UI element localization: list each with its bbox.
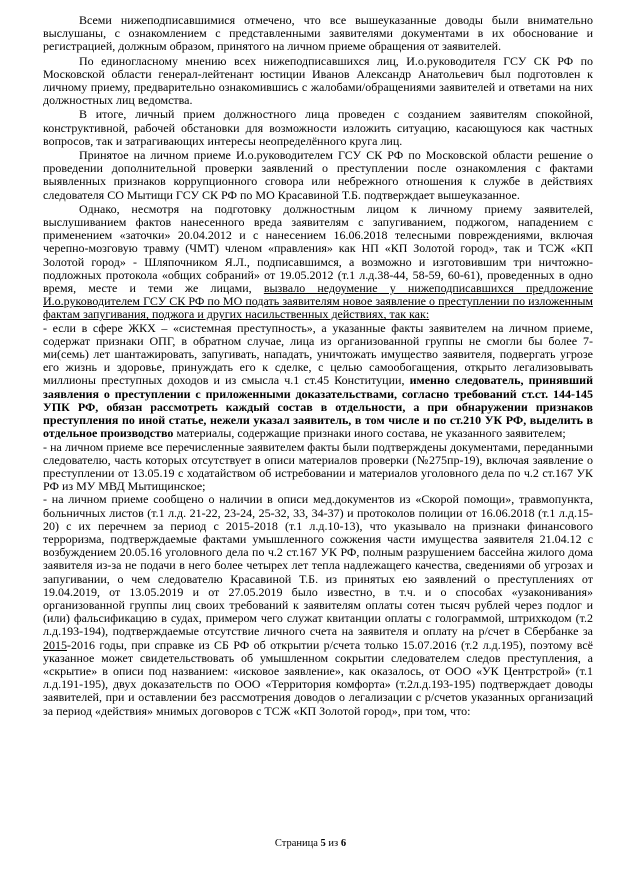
text-run: По единогласному мнению всех нижеподписавшихся лиц, И.о.руководителя ГСУ СК РФ по Московской области генерал-лейтенант юстиции Иванов Александр Анатольевич был подготовлен к личному приему, предварительно ознакомившись с жалобами/обращениями заявителей и ответами на них должностных лиц ведомства. xyxy=(43,53,593,108)
body-paragraph xyxy=(43,149,593,202)
body-paragraph xyxy=(43,108,593,148)
footer-total-pages: 6 xyxy=(340,838,347,849)
text-run: - если в сфере ЖКХ – «системная преступность», а указанные факты заявителем на личном приеме, содержат признаки ОПГ, в обратном случае, лица из организованной группы не смогли бы более 7-ми(семь) лет шантажировать, запугивать, нападать, уничтожать имущество заявителя, подвергать угрозе его жизнь и здоровье, принуждать его к сделке, с целью самообогащения, открыто легализовывать миллионы преступных доходов и из смысла ч.1 ст.45 Конституции, xyxy=(43,320,593,388)
text-run: -2016 годы, при справке из СБ РФ об открытии р/счета только 15.07.2016 (т.2 л.д.195), поэтому всё указанное может свидетельствовать об умышленном сокрытии следователем следов преступления, а «скрытие» в описи под названием: «исковое заявление», как оказалось, от ООО «УК Центрстрой» (т.1 л.д.191-195), двух доказательств по ООО «Территория комфорта» (т.2л.д.193-195) подтверждает доводы заявителей, при и оставлении без рассмотрения доводов о легализации с р/счетов указанных организаций за период «действия» мнимых договоров с ТСЖ «КП Золотой город», при том, что: xyxy=(43,637,593,718)
footer-page-number: 5 xyxy=(320,838,326,849)
document-body xyxy=(43,14,593,718)
text-run: Однако, несмотря на подготовку должностным лицом к личному приему заявителей, выслушиванием фактов нанесенного вреда заявителям с запугиванием, поджогом, нападением с применением «заточки» 20.04.2012 и с нанесением 16.06.2018 телесными повреждениями, включая черепно-мозговую травму (ЧМТ) членом «правления» как НП «КП Золотой город», так и ТСЖ «КП Золотой город» - Шляпочником Я.Л., подписавшимся, а возможно и изготовившим три ничтожно-подложных протокола «общих собраний» от 19.05.2012 (т.1 л.д.38-44, 58-59, 60-61), проведенных в одно время, месте и теми же лицами, xyxy=(43,201,593,296)
body-paragraph xyxy=(43,203,593,322)
text-run: именно следователь, принявший заявления о преступлении с приложенными доказательствами, согласно требований ст.ст. 144-145 УПК РФ, обязан рассмотреть каждый состав в отдельности, а при обнаружении признаков преступления по иной статье, нежели указал заявитель, в том числе и по ст.210 УК РФ, выделить в отдельное производство xyxy=(43,373,593,441)
list-item-paragraph xyxy=(43,322,593,441)
text-run: Всеми нижеподписавшимися отмечено, что все вышеуказанные доводы были внимательно выслушаны, с ознакомлением с представленными заявителями документами в их обоснование и регистрацией, должным образом, принятого на личном приеме обращения от заявителей. xyxy=(43,13,593,54)
body-paragraph xyxy=(43,55,593,108)
footer-prefix: Страница xyxy=(274,838,318,849)
text-run: материалы, содержащие признаки иного состава, не указанного заявителем; xyxy=(173,426,566,441)
page-footer xyxy=(0,837,621,850)
text-run: вызвало недоумение у нижеподписавшихся предложение И.о.руководителем ГСУ СК РФ по МО подать заявителям новое заявление о преступлении по изложенным фактам запугивания, поджога и других насильственных действиях, так как: xyxy=(43,281,593,322)
body-paragraph xyxy=(43,14,593,54)
text-run: - на личном приеме сообщено о наличии в описи мед.документов из «Скорой помощи», травмопункта, больничных листов (т.1 л.д. 21-22, 23-24, 25-32, 33, 34-37) и протоколов полиции от 16.06.2018 (т.1 л.д.15-20) с их перечнем за период с 2015-2018 (т.1 л.д.10-13), что указывало на признаки финансового терроризма, подтверждаемые фактами умышленного сожжения части имущества заявителя 21.04.12 с возбуждением 20.05.16 уголовного дела по ч.2 ст.167 УК РФ, полным разрушением бассейна жилого дома заявителя из-за не подачи в него более четырех лет тепла надлежащего качества, сведениями об угрозах и запугивании, о чем следователю Красавиной Т.Б. из принятых ею заявлений о преступлениях от 19.04.2019, от 13.05.2019 и от 27.05.2019 было известно, в т.ч. и о способах «узаконивания» организованной группы лиц своих требований к заявителям оплаты сотен тысяч рублей через подлог и (или) фальсификацию в судах, примером чего служат квитанции оплаты с голограммой, штрихкодом (т.2 л.д.193-194), подтверждаемые отсутствие личного счета на заявителя и оплату на р/счет в Сбербанке за xyxy=(43,492,593,639)
text-run: - на личном приеме все перечисленные заявителем факты были подтверждены документами, переданными следователю, часть которых отсутствует в описи материалов проверки (№275пр-19), включая заявление о преступлении от 13.05.19 с ходатайством об истребовании и материалов уголовного дела по ч.2 ст.167 УК РФ из МУ МВД Мытищинское; xyxy=(43,439,593,494)
list-item-paragraph xyxy=(43,441,593,494)
footer-of: из xyxy=(328,838,339,849)
list-item-paragraph xyxy=(43,493,593,717)
text-run: 2015 xyxy=(43,637,67,652)
text-run: В итоге, личный прием должностного лица проведен с созданием заявителям спокойной, конструктивной, рабочей обстановки для возможности изложить ситуацию, касающуюся как частных вопросов, так и затрагивающих интересы неопределённого круга лиц. xyxy=(43,107,593,148)
text-run: Принятое на личном приеме И.о.руководителем ГСУ СК РФ по Московской области решение о проведении дополнительной проверки заявлений о преступлении после ознакомления с фактами выявленных признаков коррупционного сговора или небрежного отношения к службе в действиях следователя СО Мытищи ГСУ СК РФ по МО Красавиной Т.Б. подтверждает вышеуказанное. xyxy=(43,148,593,202)
